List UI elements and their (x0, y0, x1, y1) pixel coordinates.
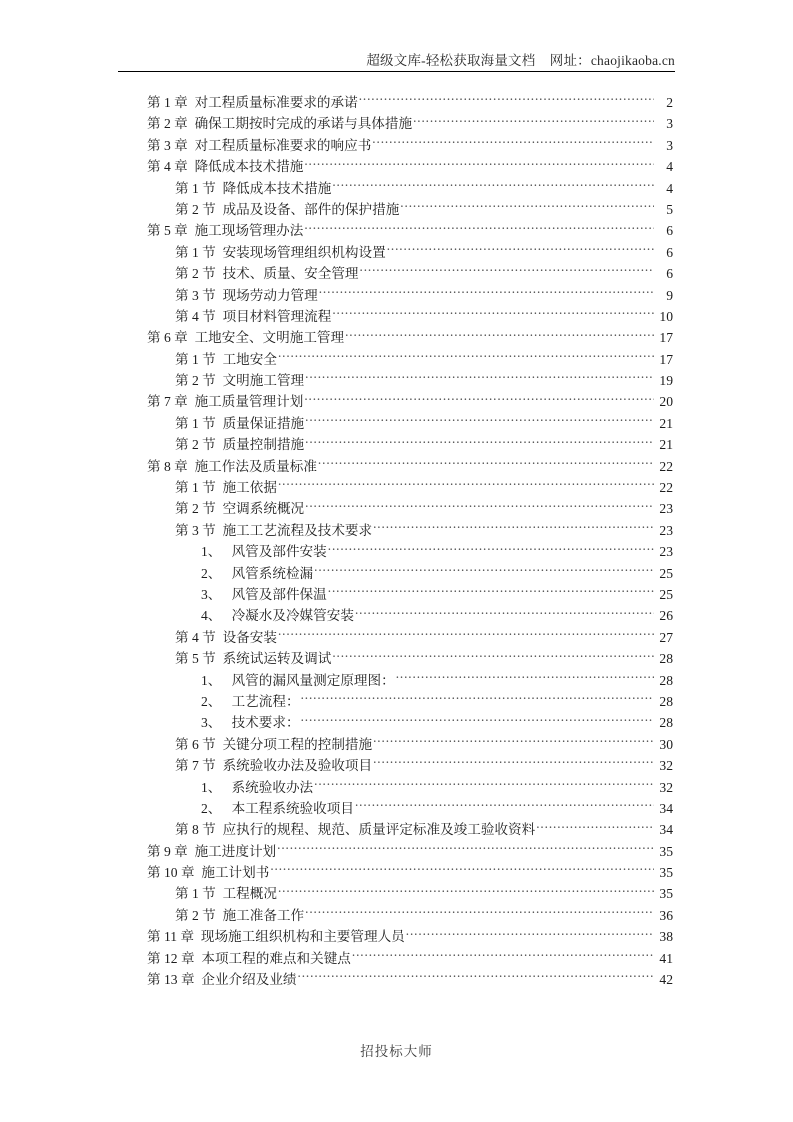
toc-entry-page-number: 27 (659, 629, 673, 645)
toc-leader-dots (396, 671, 654, 685)
toc-entry[interactable] (147, 584, 673, 605)
toc-leader-dots (301, 692, 654, 706)
toc-entry[interactable] (147, 349, 673, 370)
toc-leader-dots (373, 735, 654, 749)
toc-leader-dots (352, 949, 654, 963)
toc-entry-page-number: 41 (659, 950, 673, 966)
toc-entry-page-number: 34 (659, 800, 673, 816)
toc-leader-dots (387, 243, 654, 257)
toc-entry[interactable] (147, 92, 673, 113)
toc-entry-page-number: 28 (659, 651, 673, 667)
toc-entry[interactable] (147, 734, 673, 755)
toc-entry[interactable] (147, 926, 673, 947)
toc-entry-page-number: 35 (659, 843, 673, 859)
toc-leader-dots (298, 970, 654, 984)
toc-leader-dots (305, 500, 654, 514)
toc-entry-page-number: 17 (659, 351, 673, 367)
toc-entry[interactable] (147, 520, 673, 541)
toc-entry-label: 1、 系统验收办法 (201, 779, 314, 795)
toc-entry[interactable] (147, 777, 673, 798)
toc-leader-dots (304, 222, 654, 236)
toc-entry[interactable] (147, 391, 673, 412)
toc-entry-label: 第 2 节 空调系统概况 (175, 501, 305, 517)
toc-entry-label: 第 2 节 成品及设备、部件的保护措施 (175, 201, 400, 217)
toc-entry-label: 第 2 节 质量控制措施 (175, 437, 305, 453)
toc-entry-label: 2、 工艺流程： (201, 693, 300, 709)
page-footer-text: 招投标大师 (360, 1044, 433, 1059)
toc-entry-label: 3、 风管及部件保温 (201, 586, 327, 602)
toc-entry-label: 第 4 节 项目材料管理流程 (175, 308, 332, 324)
toc-entry-label: 第 13 章 企业介绍及业绩 (147, 972, 297, 988)
toc-entry-label: 第 1 节 施工依据 (175, 480, 277, 496)
toc-entry-label: 第 3 节 现场劳动力管理 (175, 287, 318, 303)
toc-leader-dots (278, 478, 654, 492)
toc-leader-dots (373, 757, 654, 771)
toc-entry-page-number: 20 (659, 394, 673, 410)
toc-entry[interactable] (147, 862, 673, 883)
toc-leader-dots (305, 371, 654, 385)
toc-entry[interactable] (147, 370, 673, 391)
toc-entry[interactable] (147, 541, 673, 562)
toc-entry-page-number: 35 (659, 865, 673, 881)
toc-entry-page-number: 32 (659, 758, 673, 774)
toc-entry-page-number: 38 (659, 929, 673, 945)
toc-entry-page-number: 25 (659, 586, 673, 602)
toc-entry-page-number: 19 (659, 373, 673, 389)
toc-leader-dots (332, 650, 654, 664)
toc-entry[interactable] (147, 178, 673, 199)
toc-entry-page-number: 17 (659, 330, 673, 346)
toc-entry[interactable] (147, 113, 673, 134)
toc-entry-page-number: 4 (666, 159, 673, 175)
toc-entry-label: 第 1 节 质量保证措施 (175, 415, 305, 431)
toc-entry-label: 第 2 节 技术、质量、安全管理 (175, 266, 359, 282)
toc-entry-page-number: 35 (659, 886, 673, 902)
toc-leader-dots (305, 436, 654, 450)
page-header (118, 52, 675, 72)
toc-entry-page-number: 3 (666, 137, 673, 153)
toc-leader-dots (359, 93, 654, 107)
toc-entry[interactable] (147, 242, 673, 263)
toc-entry-label: 第 4 节 设备安装 (175, 629, 277, 645)
toc-leader-dots (319, 286, 654, 300)
toc-entry[interactable] (147, 712, 673, 733)
toc-entry-label: 第 6 节 关键分项工程的控制措施 (175, 736, 373, 752)
toc-entry-label: 第 8 章 施工作法及质量标准 (147, 458, 317, 474)
header-divider-rule (118, 71, 675, 72)
toc-entry-label: 第 7 节 系统验收办法及验收项目 (175, 758, 373, 774)
toc-entry[interactable] (147, 755, 673, 776)
toc-entry-page-number: 25 (659, 565, 673, 581)
toc-entry-page-number: 6 (666, 244, 673, 260)
toc-entry-label: 第 2 节 施工准备工作 (175, 907, 305, 923)
toc-leader-dots (536, 821, 654, 835)
toc-entry-page-number: 23 (659, 501, 673, 517)
toc-leader-dots (270, 863, 654, 877)
toc-entry-label: 第 5 节 系统试运转及调试 (175, 651, 332, 667)
toc-entry[interactable] (147, 456, 673, 477)
toc-entry[interactable] (147, 413, 673, 434)
toc-entry[interactable] (147, 969, 673, 990)
toc-entry-page-number: 36 (659, 907, 673, 923)
toc-leader-dots (278, 350, 654, 364)
toc-leader-dots (314, 564, 654, 578)
toc-entry[interactable] (147, 498, 673, 519)
toc-entry-label: 第 4 章 降低成本技术措施 (147, 159, 304, 175)
toc-entry-label: 3、 技术要求： (201, 715, 300, 731)
toc-entry-page-number: 23 (659, 544, 673, 560)
toc-entry-label: 2、 风管系统检漏 (201, 565, 314, 581)
toc-entry-label: 1、 风管的漏风量测定原理图： (201, 672, 395, 688)
toc-entry[interactable] (147, 819, 673, 840)
toc-entry-page-number: 28 (659, 672, 673, 688)
toc-leader-dots (373, 521, 654, 535)
toc-entry-page-number: 28 (659, 693, 673, 709)
toc-entry-label: 第 3 章 对工程质量标准要求的响应书 (147, 137, 372, 153)
toc-leader-dots (406, 928, 654, 942)
toc-leader-dots (304, 393, 654, 407)
toc-entry-label: 1、 风管及部件安装 (201, 544, 327, 560)
toc-entry[interactable] (147, 285, 673, 306)
toc-leader-dots (328, 543, 654, 557)
toc-entry[interactable] (147, 905, 673, 926)
toc-entry-page-number: 5 (666, 201, 673, 217)
toc-entry[interactable] (147, 306, 673, 327)
toc-entry-page-number: 9 (666, 287, 673, 303)
toc-leader-dots (278, 885, 654, 899)
toc-leader-dots (277, 842, 654, 856)
toc-leader-dots (328, 585, 654, 599)
toc-entry-label: 第 1 节 工程概况 (175, 886, 277, 902)
toc-entry[interactable] (147, 798, 673, 819)
toc-entry[interactable] (147, 199, 673, 220)
toc-entry[interactable] (147, 156, 673, 177)
toc-entry-label: 第 9 章 施工进度计划 (147, 843, 277, 859)
toc-entry-label: 第 8 节 应执行的规程、规范、质量评定标准及竣工验收资料 (175, 822, 536, 838)
toc-entry[interactable] (147, 627, 673, 648)
toc-entry-page-number: 32 (659, 779, 673, 795)
toc-entry[interactable] (147, 605, 673, 626)
toc-leader-dots (305, 906, 654, 920)
toc-entry-label: 第 3 节 施工工艺流程及技术要求 (175, 522, 373, 538)
toc-entry-page-number: 30 (659, 736, 673, 752)
toc-entry-page-number: 6 (666, 223, 673, 239)
toc-entry-label: 第 5 章 施工现场管理办法 (147, 223, 304, 239)
toc-entry[interactable] (147, 670, 673, 691)
toc-leader-dots (318, 457, 654, 471)
toc-entry-page-number: 22 (659, 458, 673, 474)
toc-entry-page-number: 21 (659, 437, 673, 453)
toc-entry[interactable] (147, 841, 673, 862)
toc-entry-page-number: 2 (666, 95, 673, 110)
toc-entry[interactable] (147, 220, 673, 241)
toc-entry-label: 第 12 章 本项工程的难点和关键点 (147, 950, 351, 966)
toc-leader-dots (332, 307, 654, 321)
toc-entry[interactable] (147, 263, 673, 284)
toc-leader-dots (355, 799, 654, 813)
toc-entry-label: 第 1 节 工地安全 (175, 351, 277, 367)
toc-entry-label: 第 1 节 安装现场管理组织机构设置 (175, 244, 386, 260)
toc-entry-page-number: 23 (659, 522, 673, 538)
toc-entry-page-number: 6 (666, 266, 673, 282)
toc-leader-dots (345, 329, 654, 343)
toc-leader-dots (372, 136, 654, 150)
toc-entry-page-number: 42 (659, 972, 673, 988)
toc-leader-dots (278, 628, 654, 642)
toc-entry[interactable] (147, 477, 673, 498)
table-of-contents (147, 92, 673, 990)
toc-entry-page-number: 22 (659, 480, 673, 496)
toc-entry-label: 2、 本工程系统验收项目 (201, 800, 354, 816)
toc-entry-page-number: 21 (659, 415, 673, 431)
toc-entry[interactable] (147, 648, 673, 669)
toc-entry-page-number: 10 (659, 308, 673, 324)
toc-entry-label: 第 2 章 确保工期按时完成的承诺与具体措施 (147, 116, 413, 132)
toc-entry-page-number: 4 (666, 180, 673, 196)
toc-entry[interactable] (147, 327, 673, 348)
toc-entry-label: 第 1 章 对工程质量标准要求的承诺 (147, 95, 358, 110)
toc-entry[interactable] (147, 563, 673, 584)
toc-leader-dots (314, 778, 654, 792)
toc-leader-dots (304, 158, 654, 172)
toc-leader-dots (301, 714, 654, 728)
toc-leader-dots (400, 200, 654, 214)
toc-leader-dots (413, 115, 654, 129)
toc-entry[interactable] (147, 691, 673, 712)
toc-entry[interactable] (147, 883, 673, 904)
toc-entry-label: 第 7 章 施工质量管理计划 (147, 394, 304, 410)
toc-entry-page-number: 3 (666, 116, 673, 132)
toc-leader-dots (332, 179, 654, 193)
toc-entry[interactable] (147, 948, 673, 969)
toc-leader-dots (305, 414, 654, 428)
toc-entry-label: 第 6 章 工地安全、文明施工管理 (147, 330, 345, 346)
toc-entry-label: 第 1 节 降低成本技术措施 (175, 180, 332, 196)
toc-leader-dots (355, 607, 654, 621)
toc-entry-page-number: 28 (659, 715, 673, 731)
toc-entry-label: 第 2 节 文明施工管理 (175, 373, 305, 389)
toc-entry[interactable] (147, 434, 673, 455)
toc-entry-page-number: 34 (659, 822, 673, 838)
toc-entry-page-number: 26 (659, 608, 673, 624)
header-watermark-text: 超级文库-轻松获取海量文档 网址：chaojikaoba.cn (366, 53, 675, 68)
toc-entry-label: 4、 冷凝水及冷媒管安装 (201, 608, 354, 624)
toc-entry[interactable] (147, 135, 673, 156)
toc-entry-label: 第 10 章 施工计划书 (147, 865, 270, 881)
toc-leader-dots (360, 265, 654, 279)
toc-entry-label: 第 11 章 现场施工组织机构和主要管理人员 (147, 929, 405, 945)
